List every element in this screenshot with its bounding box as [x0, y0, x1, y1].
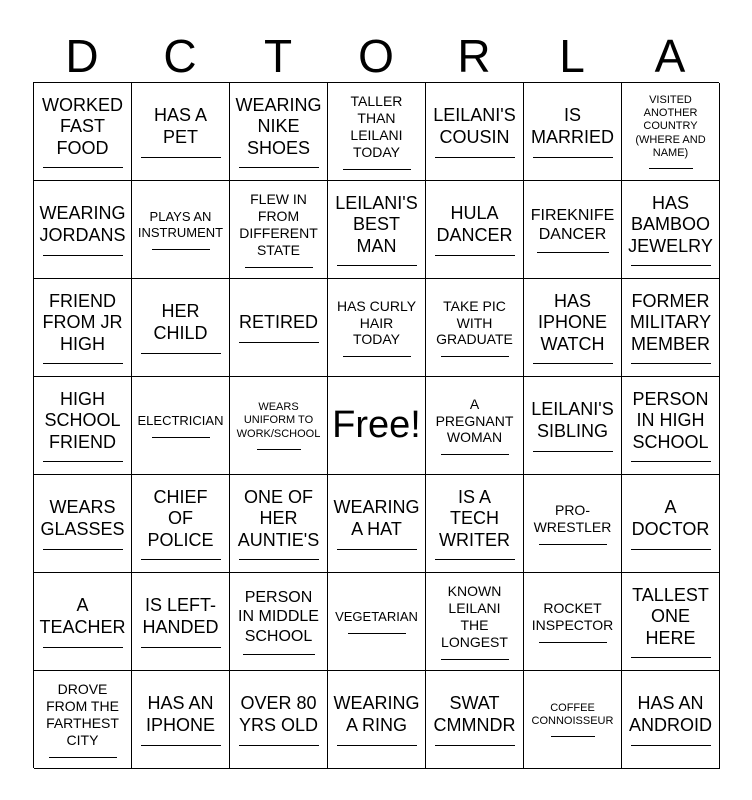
signature-line: [631, 745, 711, 746]
bingo-square[interactable]: [622, 475, 720, 573]
header-letter: D: [65, 30, 99, 82]
signature-line: [348, 633, 406, 634]
signature-line: [239, 559, 319, 560]
square-text: IS MARRIED: [530, 105, 614, 147]
square-text: FLEW IN FROM DIFFERENT STATE: [239, 191, 318, 258]
signature-line: [533, 157, 613, 158]
signature-line: [141, 157, 221, 158]
bingo-square[interactable]: [132, 377, 230, 475]
signature-line: [551, 736, 595, 737]
square-text: HAS AN IPHONE: [145, 693, 215, 735]
bingo-square[interactable]: [622, 83, 720, 181]
signature-line: [631, 265, 711, 266]
square-text: VEGETARIAN: [335, 609, 418, 625]
square-text: ELECTRICIAN: [137, 413, 224, 429]
bingo-square[interactable]: [132, 671, 230, 769]
signature-line: [631, 549, 711, 550]
square-text: FORMER MILITARY MEMBER: [629, 290, 712, 354]
square-text: TALLEST ONE HERE: [632, 584, 709, 648]
square-text: IS LEFT- HANDED: [142, 595, 219, 637]
square-text: IS A TECH WRITER: [439, 486, 510, 550]
square-text: HULA DANCER: [436, 203, 513, 245]
signature-line: [152, 437, 210, 438]
bingo-square[interactable]: [426, 181, 524, 279]
signature-line: [141, 745, 221, 746]
signature-line: [441, 454, 509, 455]
bingo-square[interactable]: [132, 573, 230, 671]
bingo-square[interactable]: [132, 83, 230, 181]
header-letter: R: [457, 30, 491, 82]
square-text: A DOCTOR: [631, 497, 710, 539]
bingo-square[interactable]: [230, 573, 328, 671]
signature-line: [257, 449, 301, 450]
bingo-square[interactable]: [524, 475, 622, 573]
header-letter: A: [654, 30, 686, 82]
signature-line: [539, 642, 607, 643]
square-text: HAS IPHONE WATCH: [537, 290, 607, 354]
bingo-square[interactable]: [328, 181, 426, 279]
square-text: LEILANI'S BEST MAN: [335, 192, 418, 256]
square-text: HAS BAMBOO JEWELRY: [628, 192, 713, 256]
signature-line: [441, 659, 509, 660]
bingo-square[interactable]: [524, 83, 622, 181]
signature-line: [533, 451, 613, 452]
bingo-header: [33, 30, 719, 82]
square-text: HAS CURLY HAIR TODAY: [336, 297, 417, 348]
signature-line: [43, 255, 123, 256]
bingo-square[interactable]: [230, 671, 328, 769]
bingo-square[interactable]: [622, 671, 720, 769]
square-text: LEILANI'S COUSIN: [433, 105, 516, 147]
signature-line: [537, 252, 609, 253]
square-text: CHIEF OF POLICE: [147, 486, 214, 550]
signature-line: [337, 745, 417, 746]
square-text: VISITED ANOTHER COUNTRY (WHERE AND NAME): [635, 94, 706, 159]
signature-line: [435, 745, 515, 746]
square-text: HAS AN ANDROID: [628, 693, 712, 735]
bingo-square[interactable]: [230, 279, 328, 377]
free-label: Free!: [332, 403, 421, 446]
square-text: DROVE FROM THE FARTHEST CITY: [46, 681, 119, 748]
bingo-square[interactable]: [328, 573, 426, 671]
bingo-square[interactable]: [230, 181, 328, 279]
square-text: A PREGNANT WOMAN: [435, 395, 514, 446]
bingo-square[interactable]: [426, 279, 524, 377]
signature-line: [43, 363, 123, 364]
header-letter: L: [559, 30, 585, 82]
square-text: SWAT CMMNDR: [433, 693, 516, 735]
bingo-square[interactable]: [524, 279, 622, 377]
signature-line: [441, 356, 509, 357]
square-text: WEARS GLASSES: [40, 497, 125, 539]
square-text: KNOWN LEILANI THE LONGEST: [441, 583, 508, 650]
square-text: HIGH SCHOOL FRIEND: [44, 388, 121, 452]
square-text: WEARING NIKE SHOES: [235, 94, 322, 158]
bingo-square[interactable]: [34, 475, 132, 573]
signature-line: [337, 265, 417, 266]
bingo-square[interactable]: [328, 671, 426, 769]
bingo-square[interactable]: [328, 475, 426, 573]
signature-line: [631, 657, 711, 658]
bingo-square[interactable]: [426, 83, 524, 181]
header-letter: O: [358, 30, 394, 82]
square-text: A TEACHER: [39, 595, 126, 637]
signature-line: [239, 342, 319, 343]
square-text: TALLER THAN LEILANI TODAY: [350, 93, 403, 160]
square-text: HAS A PET: [153, 105, 208, 147]
bingo-square[interactable]: [622, 377, 720, 475]
square-text: HER CHILD: [153, 301, 208, 343]
bingo-square[interactable]: [132, 181, 230, 279]
square-text: WEARING A HAT: [333, 497, 420, 539]
bingo-square[interactable]: [328, 83, 426, 181]
square-text: ROCKET INSPECTOR: [531, 600, 614, 633]
square-text: PERSON IN MIDDLE SCHOOL: [238, 589, 319, 645]
signature-line: [539, 544, 607, 545]
signature-line: [43, 167, 123, 168]
signature-line: [243, 654, 315, 655]
signature-line: [435, 255, 515, 256]
bingo-square[interactable]: [34, 279, 132, 377]
bingo-square[interactable]: [622, 573, 720, 671]
bingo-square[interactable]: [132, 279, 230, 377]
square-text: PLAYS AN INSTRUMENT: [137, 209, 224, 240]
signature-line: [43, 461, 123, 462]
square-text: ONE OF HER AUNTIE'S: [237, 486, 320, 550]
bingo-square[interactable]: [34, 83, 132, 181]
bingo-square[interactable]: [34, 671, 132, 769]
signature-line: [343, 356, 411, 357]
signature-line: [533, 363, 613, 364]
signature-line: [337, 549, 417, 550]
signature-line: [435, 157, 515, 158]
bingo-square[interactable]: [426, 573, 524, 671]
bingo-square[interactable]: [132, 475, 230, 573]
bingo-square[interactable]: [524, 573, 622, 671]
signature-line: [152, 249, 210, 250]
bingo-square[interactable]: [230, 377, 328, 475]
bingo-square[interactable]: [524, 377, 622, 475]
square-text: LEILANI'S SIBLING: [531, 399, 614, 441]
square-text: COFFEE CONNOISSEUR: [531, 701, 614, 727]
bingo-square[interactable]: [426, 671, 524, 769]
bingo-square[interactable]: [34, 377, 132, 475]
bingo-square[interactable]: [622, 181, 720, 279]
square-text: OVER 80 YRS OLD: [238, 693, 319, 735]
bingo-square[interactable]: [230, 83, 328, 181]
signature-line: [239, 167, 319, 168]
bingo-square[interactable]: [230, 475, 328, 573]
signature-line: [649, 168, 693, 169]
bingo-square[interactable]: [34, 573, 132, 671]
header-letter: C: [163, 30, 197, 82]
signature-line: [141, 353, 221, 354]
signature-line: [141, 559, 221, 560]
square-text: WEARS UNIFORM TO WORK/SCHOOL: [236, 401, 321, 440]
header-letter: T: [263, 30, 293, 82]
square-text: WEARING JORDANS: [39, 203, 126, 245]
signature-line: [631, 461, 711, 462]
bingo-square[interactable]: [426, 475, 524, 573]
signature-line: [245, 267, 313, 268]
bingo-square[interactable]: [328, 279, 426, 377]
square-text: WEARING A RING: [333, 693, 420, 735]
square-text: TAKE PIC WITH GRADUATE: [436, 297, 513, 348]
signature-line: [43, 647, 123, 648]
square-text: RETIRED: [238, 312, 318, 333]
bingo-square[interactable]: [524, 181, 622, 279]
bingo-board: [33, 82, 719, 768]
bingo-square[interactable]: [524, 671, 622, 769]
square-text: PRO- WRESTLER: [533, 502, 612, 535]
bingo-square[interactable]: [34, 181, 132, 279]
signature-line: [49, 757, 117, 758]
free-space[interactable]: [328, 377, 426, 475]
square-text: FIREKNIFE DANCER: [530, 206, 615, 243]
signature-line: [343, 169, 411, 170]
square-text: PERSON IN HIGH SCHOOL: [632, 388, 709, 452]
signature-line: [43, 549, 123, 550]
square-text: FRIEND FROM JR HIGH: [42, 290, 123, 354]
bingo-square[interactable]: [426, 377, 524, 475]
square-text: WORKED FAST FOOD: [42, 94, 123, 158]
signature-line: [141, 647, 221, 648]
bingo-square[interactable]: [622, 279, 720, 377]
signature-line: [239, 745, 319, 746]
signature-line: [435, 559, 515, 560]
signature-line: [631, 363, 711, 364]
